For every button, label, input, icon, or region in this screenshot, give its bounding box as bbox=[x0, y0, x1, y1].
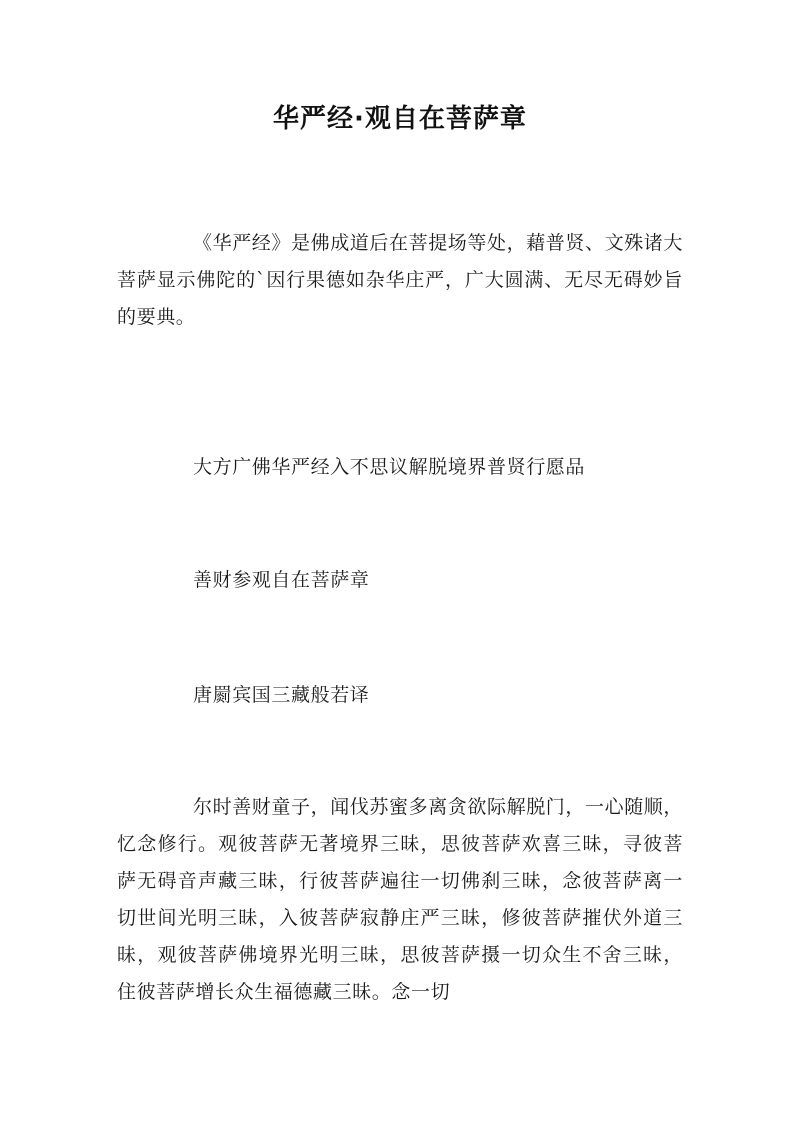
document-title: 华严经·观自在菩萨章 bbox=[273, 104, 527, 134]
body-paragraph: 尔时善财童子，闻伐苏蜜多离贪欲际解脱门，一心随顺，忆念修行。观彼菩萨无著境界三昧，思彼菩萨欢喜三昧，寻彼菩萨无碍音声藏三昧，行彼菩萨遍往一切佛刹三昧，念彼菩萨离一切世间光明三昧，入彼菩萨寂静庄严三昧，修彼菩萨摧伏外道三昧，观彼菩萨佛境界光明三昧，思彼菩萨摄一切众生不舍三昧，住彼菩萨增长众生福德藏三昧。念一切 bbox=[117, 796, 684, 1003]
sutra-title-line: 大方广佛华严经入不思议解脱境界普贤行愿品 bbox=[193, 456, 586, 478]
translator-line: 唐罽宾国三藏般若译 bbox=[193, 684, 370, 706]
chapter-line: 善财参观自在菩萨章 bbox=[193, 569, 370, 591]
intro-paragraph: 《华严经》是佛成道后在菩提场等处，藉普贤、文殊诸大菩萨显示佛陀的`因行果德如杂华庄严，广大圆满、无尽无碍妙旨的要典。 bbox=[117, 232, 684, 328]
